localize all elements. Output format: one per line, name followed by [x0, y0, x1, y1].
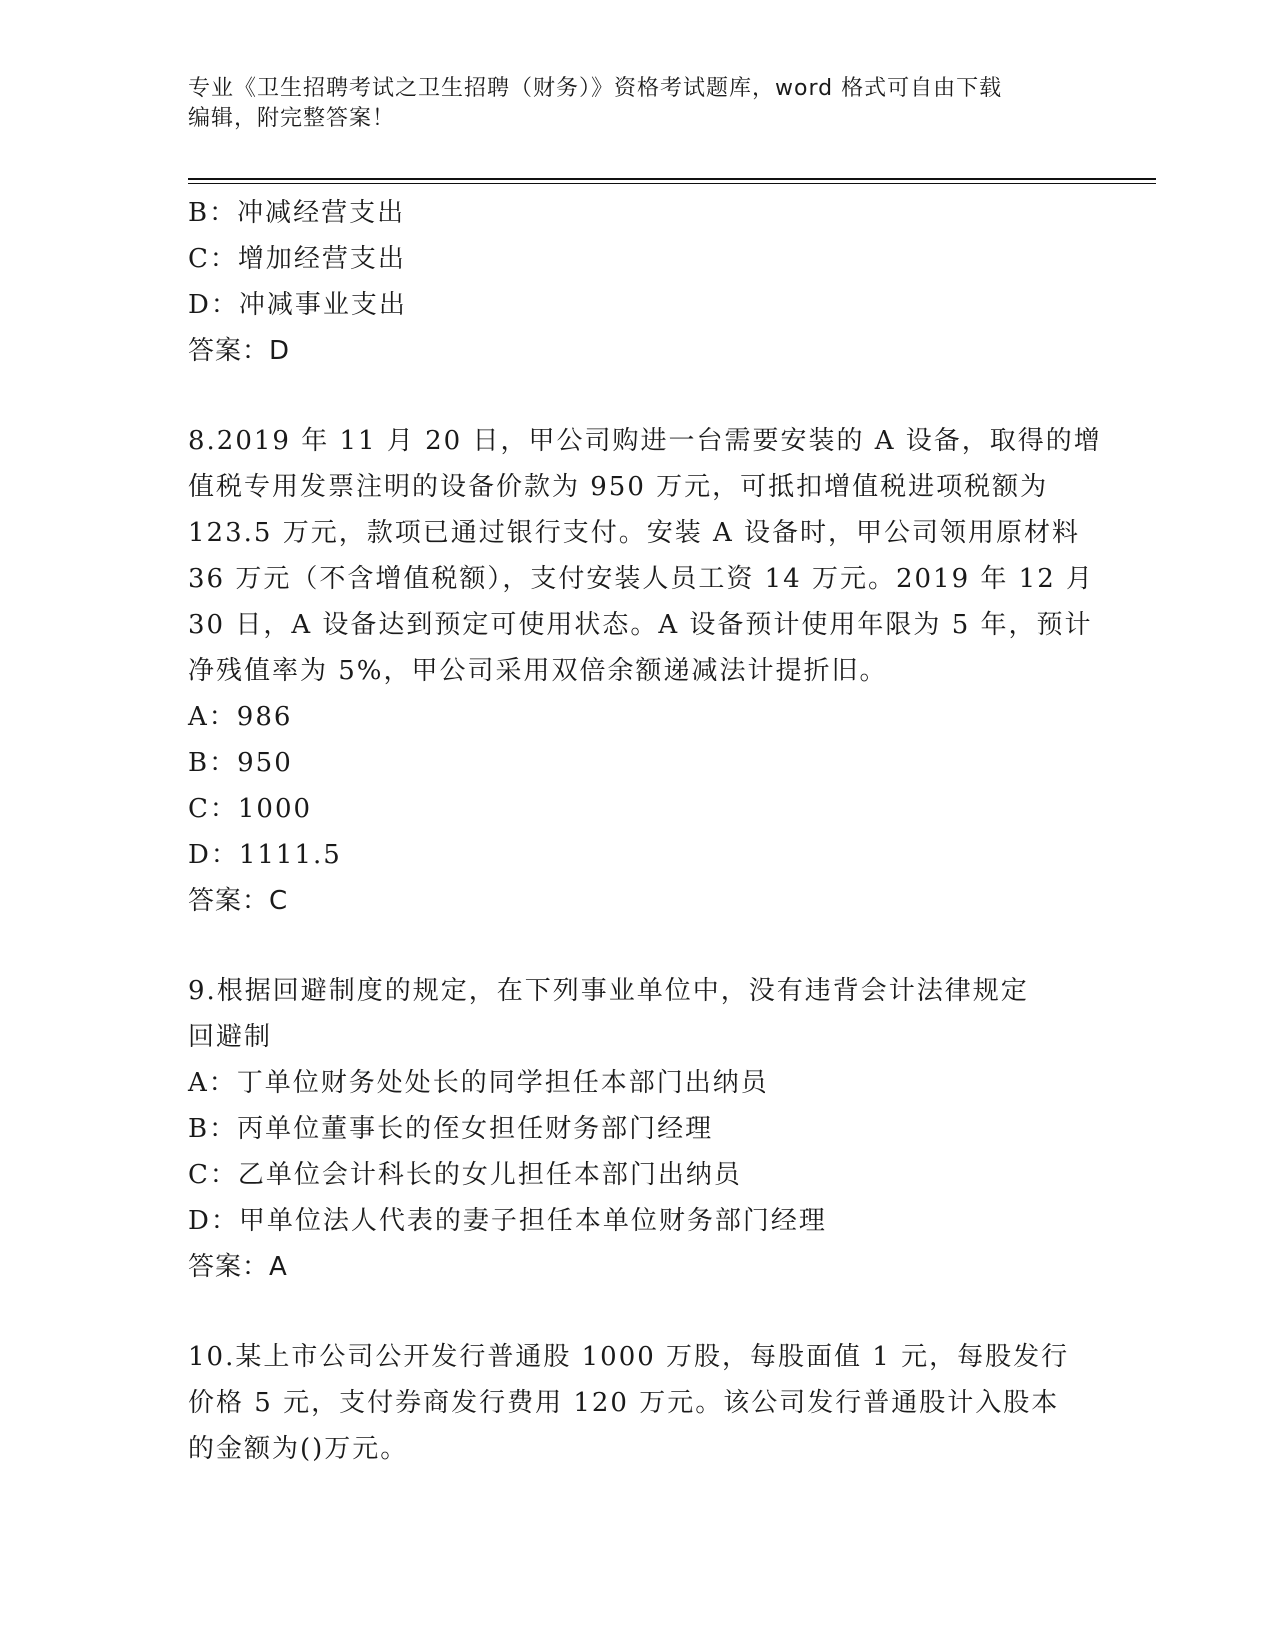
- header-divider-thick: [188, 178, 1156, 180]
- option-c: C：增加经营支出: [188, 244, 406, 274]
- question-stem-line: 123.5 万元，款项已通过银行支付。安装 A 设备时，甲公司领用原材料: [188, 518, 1081, 548]
- spacer: [188, 374, 1088, 418]
- header-line-1: 专业《卫生招聘考试之卫生招聘（财务）》资格考试题库，word 格式可自由下载: [188, 76, 1003, 101]
- question-9: [188, 968, 1088, 1290]
- answer: 答案：D: [188, 336, 291, 366]
- question-stem-line: 9.根据回避制度的规定，在下列事业单位中，没有违背会计法律规定: [188, 976, 1029, 1006]
- option-b: B：950: [188, 748, 293, 778]
- answer: 答案：C: [188, 886, 289, 916]
- page-header: [188, 74, 1088, 134]
- question-stem-line: 10.某上市公司公开发行普通股 1000 万股，每股面值 1 元，每股发行: [188, 1342, 1070, 1372]
- option-b: B：丙单位董事长的侄女担任财务部门经理: [188, 1114, 714, 1144]
- question-stem-line: 净残值率为 5%，甲公司采用双倍余额递减法计提折旧。: [188, 656, 888, 686]
- option-c: C：乙单位会计科长的女儿担任本部门出纳员: [188, 1160, 742, 1190]
- question-stem-line: 回避制: [188, 1022, 273, 1052]
- question-stem-line: 36 万元（不含增值税额），支付安装人员工资 14 万元。2019 年 12 月: [188, 564, 1095, 594]
- answer: 答案：A: [188, 1252, 288, 1282]
- option-d: D：1111.5: [188, 840, 342, 870]
- question-content: [188, 190, 1102, 1472]
- question-stem-line: 8.2019 年 11 月 20 日，甲公司购进一台需要安装的 A 设备，取得的增: [188, 426, 1102, 456]
- header-divider-thin: [188, 183, 1156, 184]
- spacer: [188, 1290, 1088, 1334]
- option-a: A：丁单位财务处处长的同学担任本部门出纳员: [188, 1068, 769, 1098]
- question-stem-line: 的金额为()万元。: [188, 1434, 409, 1464]
- spacer: [188, 924, 1088, 968]
- option-b: B：冲减经营支出: [188, 198, 406, 228]
- question-stem-line: 价格 5 元，支付券商发行费用 120 万元。该公司发行普通股计入股本: [188, 1388, 1060, 1418]
- header-line-2: 编辑，附完整答案！: [188, 106, 396, 131]
- option-d: D：冲减事业支出: [188, 290, 407, 320]
- question-stem-line: 值税专用发票注明的设备价款为 950 万元，可抵扣增值税进项税额为: [188, 472, 1049, 502]
- option-c: C：1000: [188, 794, 313, 824]
- question-stem-line: 30 日，A 设备达到预定可使用状态。A 设备预计使用年限为 5 年，预计: [188, 610, 1093, 640]
- question-10: [188, 1334, 1088, 1472]
- question-8: [188, 418, 1102, 924]
- question-7: [188, 190, 1088, 374]
- option-a: A：986: [188, 702, 293, 732]
- option-d: D：甲单位法人代表的妻子担任本单位财务部门经理: [188, 1206, 827, 1236]
